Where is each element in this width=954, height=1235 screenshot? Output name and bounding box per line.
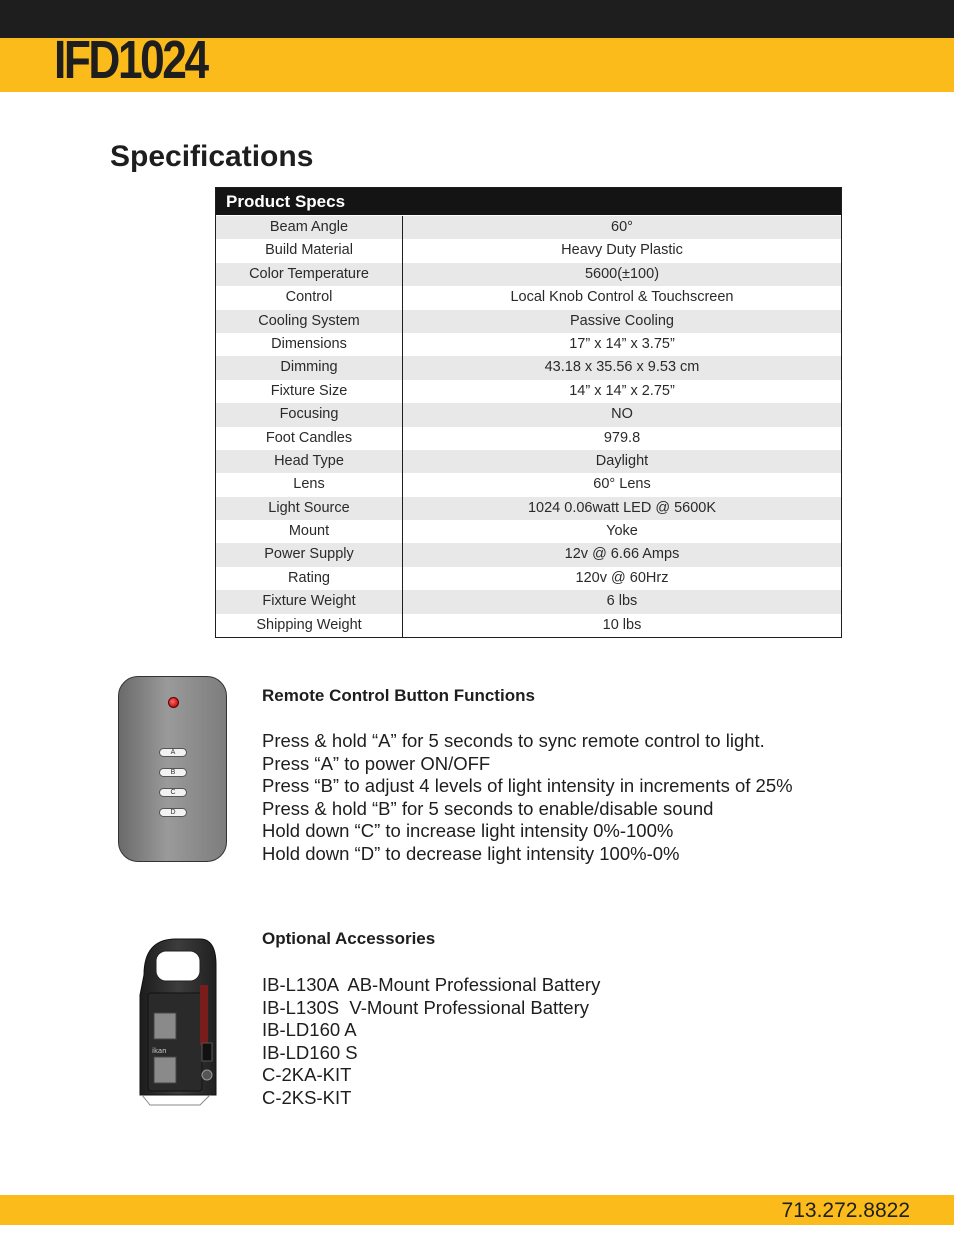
remote-function-line: Press & hold “A” for 5 seconds to sync remote control to light.: [262, 730, 765, 751]
spec-row: [216, 380, 841, 403]
spec-value: 60°: [611, 219, 633, 235]
spec-label: Build Material: [216, 239, 403, 262]
specs-body: [216, 215, 841, 637]
accessory-line: IB-LD160 S: [262, 1041, 358, 1063]
phone-number: 713.272.8822: [781, 1199, 910, 1222]
spec-row: [216, 239, 841, 262]
spec-value: 10 lbs: [602, 616, 642, 633]
remote-function-line: Press “A” to power ON/OFF: [262, 752, 491, 774]
remote-function-line: Hold down “C” to increase light intensity 0%-100%: [262, 820, 674, 841]
spec-value: Daylight: [595, 452, 649, 469]
spec-row: [216, 567, 841, 590]
accessory-line: IB-L130S V-Mount Professional Battery: [262, 996, 590, 1018]
spec-row: [216, 520, 841, 543]
spec-label: Head Type: [216, 450, 403, 473]
spec-label: Control: [216, 286, 403, 309]
spec-value: 12v @ 6.66 Amps: [564, 546, 680, 563]
spec-row: [216, 263, 841, 286]
spec-label: Dimming: [216, 356, 403, 379]
spec-value: NO: [611, 406, 633, 423]
spec-row: [216, 497, 841, 520]
spec-value: Passive Cooling: [570, 312, 674, 329]
remote-function-line: Press & hold “B” for 5 seconds to enable/disable sound: [262, 797, 714, 819]
accessory-line: IB-LD160 A: [262, 1019, 357, 1040]
spec-value: 17” x 14” x 3.75”: [569, 335, 675, 352]
spec-value: Local Knob Control & Touchscreen: [510, 289, 734, 306]
specs-table: [215, 187, 842, 638]
spec-label: Power Supply: [216, 543, 403, 566]
spec-label: Foot Candles: [216, 427, 403, 450]
spec-value: 6 lbs: [606, 593, 638, 610]
spec-label: Lens: [216, 473, 403, 496]
spec-value: 43.18 x 35.56 x 9.53 cm: [544, 359, 700, 376]
spec-row: [216, 543, 841, 566]
accessory-line: C-2KA-KIT: [262, 1064, 352, 1085]
remote-button-d: D: [159, 808, 187, 817]
remote-led-icon: [168, 697, 179, 708]
spec-row: [216, 310, 841, 333]
spec-row: [216, 590, 841, 613]
spec-row: [216, 356, 841, 379]
accessories-list: [262, 974, 600, 1109]
specs-table-title: Product Specs: [216, 188, 841, 215]
spec-label: Rating: [216, 567, 403, 590]
spec-row: [216, 450, 841, 473]
accessory-line: C-2KS-KIT: [262, 1086, 352, 1108]
remote-function-line: Press “B” to adjust 4 levels of light intensity in increments of 25%: [262, 775, 793, 796]
spec-value: Yoke: [606, 523, 638, 540]
spec-row: [216, 216, 841, 239]
spec-label: Color Temperature: [216, 263, 403, 286]
accessories-title: Optional Accessories: [262, 929, 436, 948]
spec-label: Fixture Weight: [216, 590, 403, 613]
spec-value: 1024 0.06watt LED @ 5600K: [527, 499, 717, 516]
spec-value: 5600(±100): [584, 265, 660, 282]
spec-label: Light Source: [216, 497, 403, 520]
spec-row: [216, 403, 841, 426]
spec-label: Mount: [216, 520, 403, 543]
remote-functions-title: Remote Control Button Functions: [262, 686, 535, 705]
product-title: IFD1024: [54, 30, 207, 90]
spec-row: [216, 614, 841, 637]
spec-row: [216, 427, 841, 450]
spec-value: 120v @ 60Hrz: [575, 569, 669, 586]
section-heading: Specifications: [110, 140, 314, 173]
spec-value: 60° Lens: [593, 476, 651, 493]
spec-label: Fixture Size: [216, 380, 403, 403]
remote-functions-list: [262, 730, 793, 865]
spec-value: 14” x 14” x 2.75”: [569, 382, 675, 399]
remote-function-line: Hold down “D” to decrease light intensity 100%-0%: [262, 842, 680, 864]
spec-label: Shipping Weight: [216, 614, 403, 637]
remote-button-b: B: [159, 768, 187, 777]
remote-button-c: C: [159, 788, 187, 797]
battery-charger-image: [130, 935, 222, 1107]
remote-button-a: A: [159, 748, 187, 757]
spec-label: Cooling System: [216, 310, 403, 333]
remote-control-image: [118, 676, 227, 862]
spec-label: Focusing: [216, 403, 403, 426]
charger-brand-text: ikan: [152, 1047, 167, 1055]
accessory-line: IB-L130A AB-Mount Professional Battery: [262, 974, 601, 995]
spec-label: Dimensions: [216, 333, 403, 356]
spec-row: [216, 286, 841, 309]
spec-value: Heavy Duty Plastic: [561, 242, 683, 259]
spec-row: [216, 333, 841, 356]
spec-row: [216, 473, 841, 496]
spec-value: 979.8: [603, 429, 641, 446]
spec-label: Beam Angle: [216, 216, 403, 239]
